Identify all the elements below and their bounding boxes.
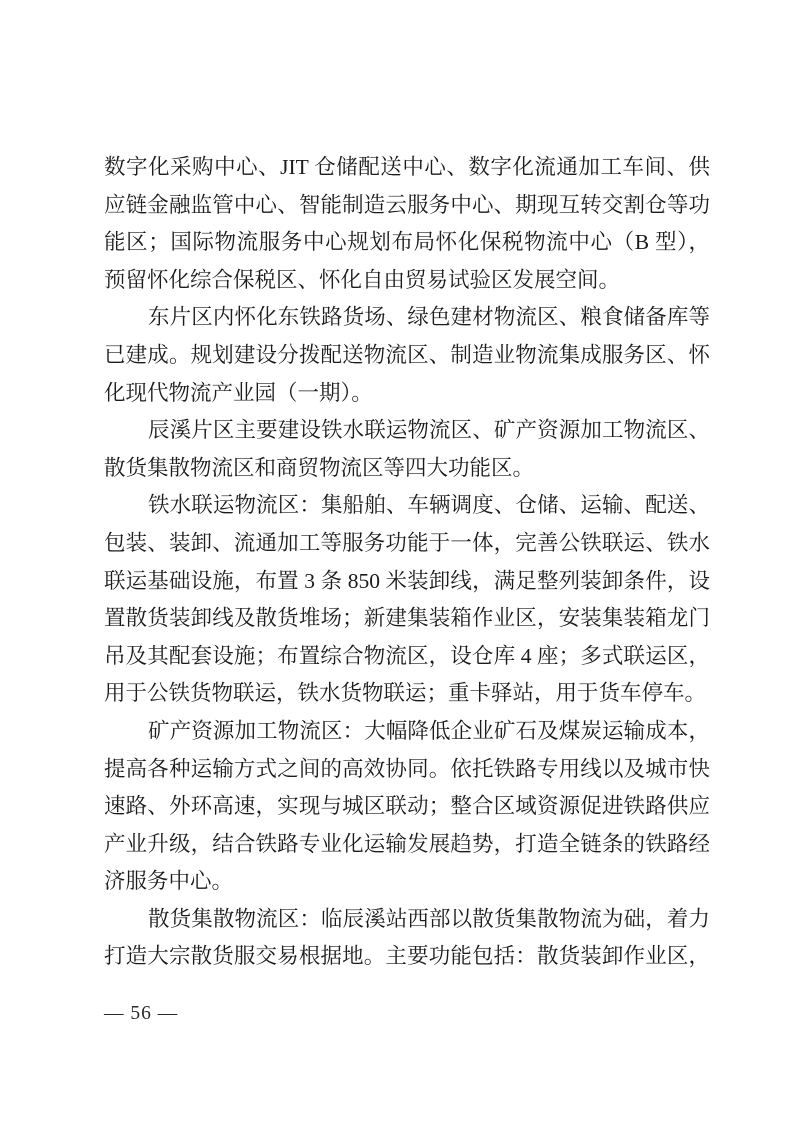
- text-line: 矿产资源加工物流区：大幅降低企业矿石及煤炭运输成本，: [148, 718, 710, 743]
- text-line: 置散货装卸线及散货堆场；新建集装箱作业区，安装集装箱龙门: [104, 606, 710, 631]
- text-line: 已建成。规划建设分拨配送物流区、制造业物流集成服务区、怀: [104, 342, 710, 367]
- text-line: 产业升级，结合铁路专业化运输发展趋势，打造全链条的铁路经: [104, 831, 710, 856]
- text-line: 用于公铁货物联运，铁水货物联运；重卡驿站，用于货车停车。: [104, 681, 707, 706]
- text-line: 包装、装卸、流通加工等服务功能于一体，完善公铁联运、铁水: [104, 530, 710, 555]
- text-line: 吊及其配套设施；布置综合物流区，设仓库 4 座；多式联运区，: [104, 643, 710, 668]
- text-line: 联运基础设施，布置 3 条 850 米装卸线，满足整列装卸条件，设: [104, 568, 710, 593]
- page-number: — 56 —: [104, 1003, 179, 1024]
- text-line: 济服务中心。: [104, 869, 234, 894]
- text-line: 东片区内怀化东铁路货场、绿色建材物流区、粮食储备库等: [148, 305, 710, 330]
- paragraph: [104, 901, 710, 976]
- text-line: 打造大宗散货服交易根据地。主要功能包括：散货装卸作业区，: [104, 944, 710, 969]
- text-line: 化现代物流产业园（一期）。: [104, 380, 373, 405]
- document-body: [104, 149, 710, 976]
- text-line: 散货集散物流区和商贸物流区等四大功能区。: [104, 455, 535, 480]
- text-line: 提高各种运输方式之间的高效协同。依托铁路专用线以及城市快: [104, 756, 710, 781]
- paragraph: [104, 299, 710, 412]
- text-line: 能区；国际物流服务中心规划布局怀化保税物流中心（B 型），: [104, 230, 710, 255]
- text-line: 预留怀化综合保税区、怀化自由贸易试验区发展空间。: [104, 267, 621, 292]
- page-footer: [104, 1000, 178, 1028]
- text-line: 散货集散物流区：临辰溪站西部以散货集散物流为础，着力: [148, 906, 710, 931]
- paragraph: [104, 149, 710, 299]
- text-line: 速路、外环高速，实现与城区联动；整合区域资源促进铁路供应: [104, 794, 710, 819]
- paragraph: [104, 487, 710, 713]
- text-line: 铁水联运物流区：集船舶、车辆调度、仓储、运输、配送、: [148, 493, 710, 518]
- text-line: 数字化采购中心、JIT 仓储配送中心、数字化流通加工车间、供: [104, 155, 710, 179]
- text-line: 辰溪片区主要建设铁水联运物流区、矿产资源加工物流区、: [148, 418, 710, 443]
- paragraph: [104, 713, 710, 901]
- text-line: 应链金融监管中心、智能制造云服务中心、期现互转交割仓等功: [104, 192, 710, 217]
- paragraph: [104, 412, 710, 487]
